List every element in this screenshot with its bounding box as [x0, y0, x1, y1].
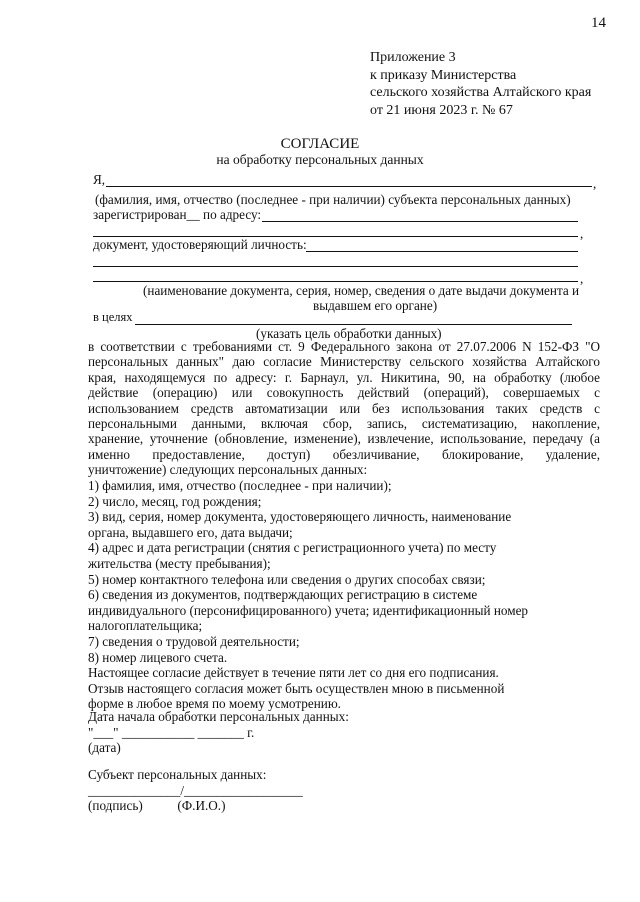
- list-item: 1) фамилия, имя, отчество (последнее - при наличии);: [88, 478, 392, 493]
- signature-hint: (подпись): [88, 798, 143, 814]
- comma-mark: ,: [593, 176, 597, 191]
- personal-data-list: [88, 478, 600, 712]
- document-label: документ, удостоверяющий личность:: [93, 237, 307, 252]
- document-hint-1: (наименование документа, серия, номер, сведения о дате выдачи документа и: [143, 283, 580, 298]
- list-item: 3) вид, серия, номер документа, удостоверяющего личность, наименование: [88, 509, 512, 525]
- list-item: органа, выдавшего его, дата выдачи;: [88, 524, 293, 540]
- comma-mark: ,: [580, 226, 584, 241]
- validity-text: Настоящее согласие действует в течение пяти лет со дня его подписания.: [88, 665, 499, 681]
- purpose-label: в целях: [93, 310, 133, 324]
- list-item: 2) число, месяц, год рождения;: [88, 493, 262, 509]
- signature-field-line[interactable]: ______________/__________________: [88, 782, 303, 798]
- fio-signature-hint: (Ф.И.О.): [177, 798, 226, 814]
- registered-label: зарегистрирован__ по адресу:: [93, 207, 262, 222]
- ya-label: Я,: [93, 172, 106, 187]
- fio-field-line[interactable]: [106, 186, 592, 187]
- consent-line: именно предоставление, доступ) обезличивание, блокирование, удаление,: [88, 446, 600, 462]
- list-item: жительства (месту пребывания);: [88, 555, 271, 571]
- consent-line: действие (операцию) или совокупность действий (операций), совершаемых с: [88, 385, 600, 401]
- consent-line: уничтожение) следующих персональных данных:: [88, 462, 368, 478]
- consent-line: в соответствии с требованиями ст. 9 Федерального закона от 27.07.2006 N 152-ФЗ "О: [88, 339, 600, 354]
- appendix-line-1: Приложение 3: [370, 50, 456, 65]
- consent-line: использованием средств автоматизации или без использования таких средств с: [88, 400, 600, 416]
- document-hint-2: выдавшем его органе): [313, 298, 438, 313]
- appendix-header: [370, 49, 620, 119]
- subject-label: Субъект персональных данных:: [88, 767, 267, 782]
- subject-block: [88, 767, 303, 814]
- list-item: 8) номер лицевого счета.: [88, 649, 228, 665]
- date-label: Дата начала обработки персональных данных:: [88, 709, 349, 724]
- revocation-text-1: Отзыв настоящего согласия может быть осуществлен мною в письменной: [88, 680, 505, 696]
- purpose-field-line[interactable]: [135, 324, 572, 325]
- date-field-line[interactable]: "___" ___________ _______ г.: [88, 724, 255, 740]
- consent-text: [88, 339, 600, 478]
- list-item: налогоплательщика;: [88, 618, 203, 634]
- fio-hint: (фамилия, имя, отчество (последнее - при наличии) субъекта персональных данных): [95, 192, 571, 207]
- consent-line: хранение, уточнение (обновление, изменение), извлечение, использование, передачу (а: [88, 431, 600, 447]
- appendix-line-4: от 21 июня 2023 г. № 67: [370, 102, 513, 118]
- list-item: 4) адрес и дата регистрации (снятия с регистрационного учета) по месту: [88, 540, 497, 556]
- comma-mark: ,: [580, 271, 584, 286]
- consent-line: персональных данных" даю согласие Министерству сельского хозяйства Алтайского: [88, 354, 600, 370]
- consent-line: персональными данными, включая сбор, запись, систематизацию, накопление,: [88, 416, 600, 432]
- document-field-line[interactable]: [306, 251, 578, 252]
- list-item: 6) сведения из документов, подтверждающих регистрацию в системе: [88, 587, 478, 603]
- list-item: 5) номер контактного телефона или сведения о других способах связи;: [88, 571, 486, 587]
- page-number: 14: [591, 15, 606, 31]
- purpose-hint: (указать цель обработки данных): [256, 326, 442, 341]
- document-subtitle: на обработку персональных данных: [216, 152, 424, 167]
- document-field-line-3[interactable]: [93, 281, 578, 282]
- appendix-line-2: к приказу Министерства: [370, 67, 517, 83]
- document-title: СОГЛАСИЕ: [280, 136, 360, 152]
- date-block: [88, 709, 349, 756]
- revocation-text-2: форме в любое время по моему усмотрению.: [88, 696, 341, 712]
- document-field-line-2[interactable]: [93, 266, 578, 267]
- signature-hints: [88, 798, 303, 814]
- date-hint: (дата): [88, 740, 121, 756]
- list-item: 7) сведения о трудовой деятельности;: [88, 633, 300, 649]
- consent-line: края, находящемуся по адресу: г. Барнаул, ул. Никитина, 90, на обработку (любое: [88, 369, 600, 385]
- list-item: индивидуального (персонифицированного) учета; идентификационный номер: [88, 602, 529, 618]
- appendix-line-3: сельского хозяйства Алтайского края: [370, 85, 592, 100]
- address-field-line[interactable]: [262, 221, 578, 222]
